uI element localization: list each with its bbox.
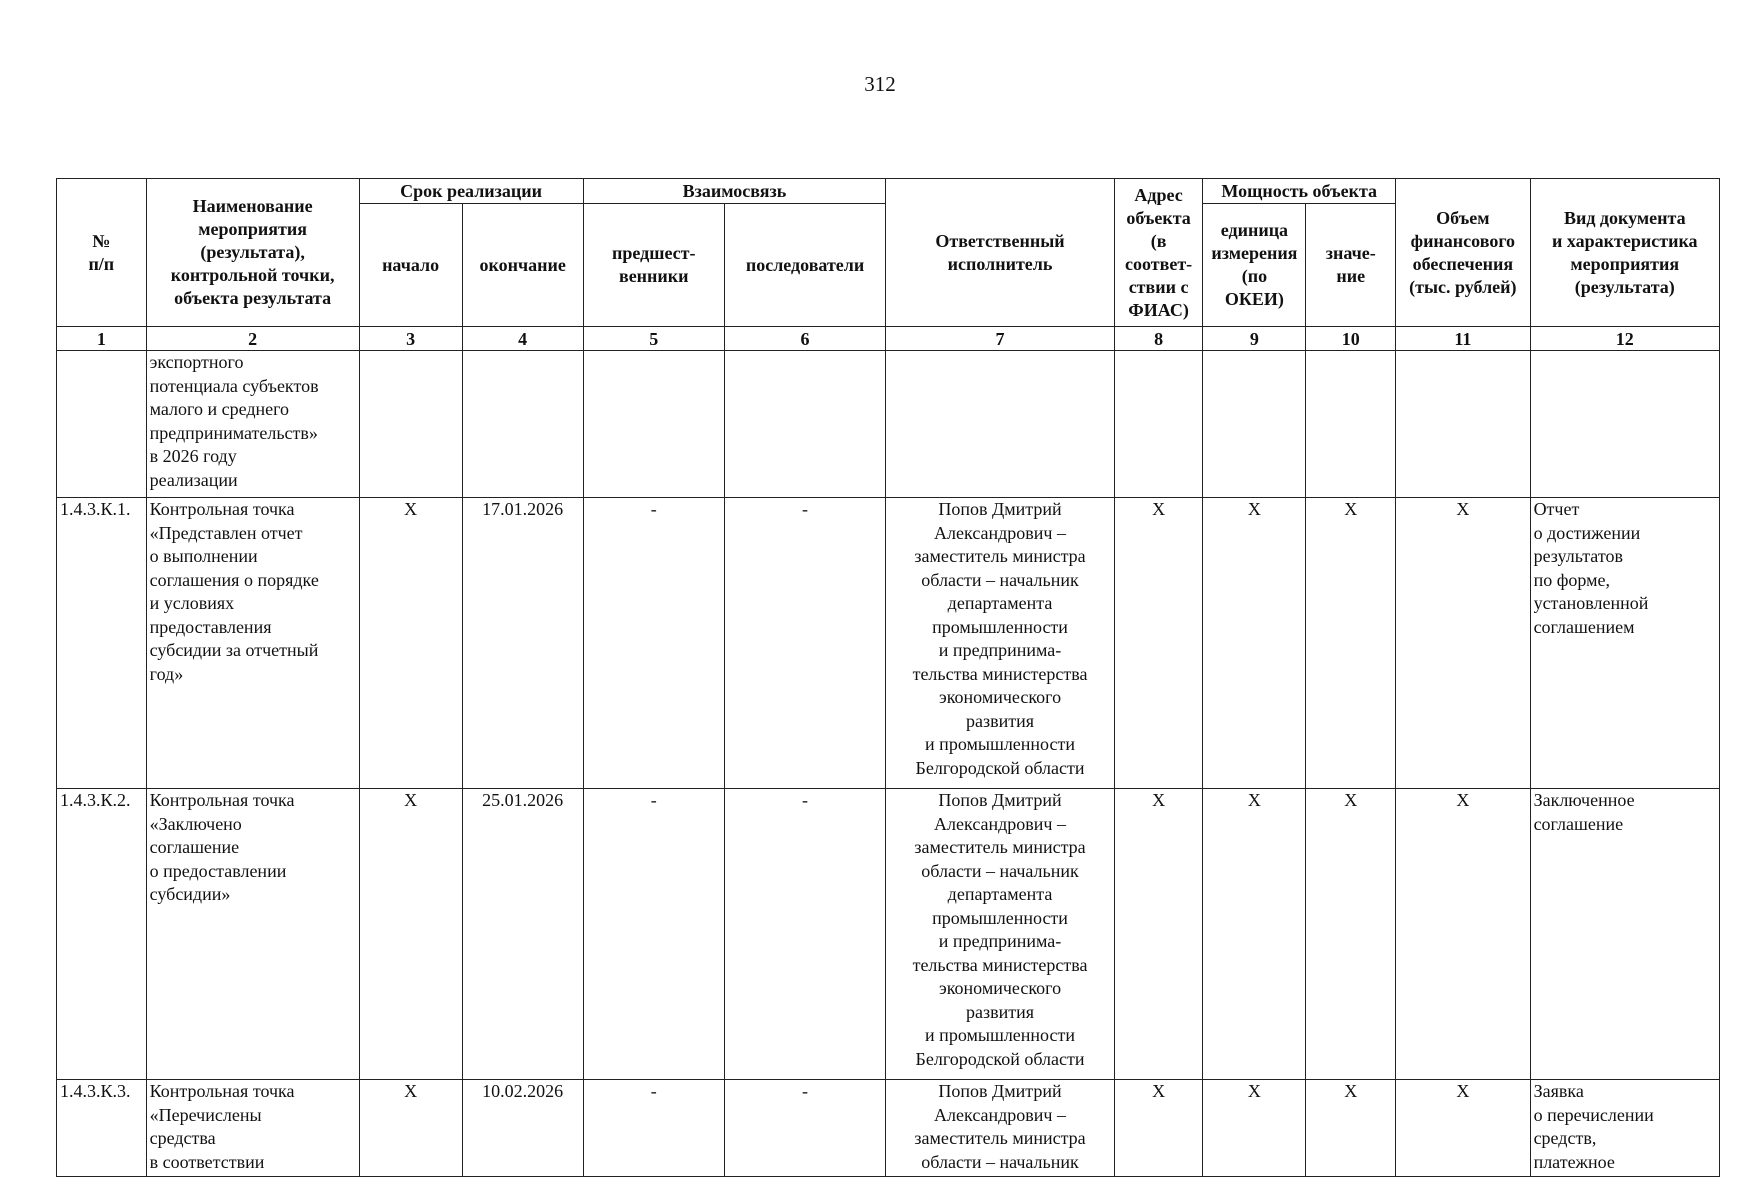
text-line: развития xyxy=(966,710,1035,731)
row-next: - xyxy=(724,789,885,1080)
text-line: о выполнении xyxy=(149,546,258,566)
text-line: департамента xyxy=(947,884,1053,904)
text-line: департамента xyxy=(947,593,1053,613)
text-line: тельства министерства xyxy=(912,954,1088,975)
table-body xyxy=(57,351,1720,1177)
text-line: Попов Дмитрий xyxy=(938,499,1062,519)
header-link-pred xyxy=(583,204,724,327)
column-number: 10 xyxy=(1306,327,1396,351)
text-line: «Перечислены xyxy=(149,1104,262,1125)
text-line: по форме, xyxy=(1533,569,1610,590)
text-line: промышленности xyxy=(932,616,1068,637)
column-number: 8 xyxy=(1114,327,1203,351)
header-name xyxy=(146,179,359,327)
text-line: ствии с xyxy=(1128,276,1189,297)
column-number: 7 xyxy=(886,327,1115,351)
text-line: потенциала субъектов xyxy=(149,375,319,396)
text-line: ОКЕИ) xyxy=(1224,289,1284,309)
column-number: 11 xyxy=(1396,327,1530,351)
text-line: заместитель министра xyxy=(914,546,1086,566)
row-address: X xyxy=(1114,498,1203,789)
text-line: и условиях xyxy=(149,593,235,613)
text-line: объекта xyxy=(1126,207,1191,228)
page-number: 312 xyxy=(864,72,896,96)
text-line: области – начальник xyxy=(921,569,1079,590)
text-line: заместитель министра xyxy=(914,837,1086,857)
text-line: (результата) xyxy=(1574,276,1675,297)
text-line: области – начальник xyxy=(921,860,1079,881)
row-number: 1.4.3.К.3. xyxy=(57,1080,147,1177)
table-header xyxy=(57,179,1720,351)
text-line: соглашение xyxy=(1533,813,1624,834)
text-line: п/п xyxy=(88,253,115,274)
text-line: «Представлен отчет xyxy=(149,522,303,543)
text-line: и характеристика xyxy=(1552,230,1698,251)
row-start: X xyxy=(359,789,462,1080)
text-line: средства xyxy=(149,1128,216,1148)
text-line: мероприятия xyxy=(198,219,307,239)
row-doc xyxy=(1530,351,1719,498)
text-line: малого и среднего xyxy=(149,399,290,419)
row-name xyxy=(146,498,359,789)
row-address: X xyxy=(1114,1080,1203,1177)
header-link-next: последователи xyxy=(724,204,885,327)
text-line: значе- xyxy=(1325,243,1376,263)
text-line: Белгородской области xyxy=(915,1048,1085,1069)
row-responsible xyxy=(886,498,1115,789)
text-line: Заявка xyxy=(1533,1081,1584,1101)
text-line: Отчет xyxy=(1533,499,1580,519)
text-line: Александрович – xyxy=(934,813,1066,834)
text-line: мероприятия xyxy=(1570,253,1680,274)
row-pred: - xyxy=(583,1080,724,1177)
row-name xyxy=(146,1080,359,1177)
text-line: единица xyxy=(1220,220,1289,240)
row-start: X xyxy=(359,1080,462,1177)
row-start: X xyxy=(359,498,462,789)
text-line: предоставления xyxy=(149,616,272,637)
column-number: 1 xyxy=(57,327,147,351)
text-line: обеспечения xyxy=(1412,253,1514,274)
text-line: промышленности xyxy=(932,907,1068,928)
row-end xyxy=(462,351,583,498)
column-number: 4 xyxy=(462,327,583,351)
header-link: Взаимосвязь xyxy=(583,179,886,204)
text-line: год» xyxy=(149,663,184,684)
row-finance: X xyxy=(1396,498,1530,789)
row-end: 10.02.2026 xyxy=(462,1080,583,1177)
text-line: тельства министерства xyxy=(912,663,1088,684)
text-line: результатов xyxy=(1533,546,1623,566)
row-finance xyxy=(1396,351,1530,498)
text-line: Александрович – xyxy=(934,1104,1066,1125)
column-number: 3 xyxy=(359,327,462,351)
text-line: ние xyxy=(1336,266,1366,286)
text-line: Контрольная точка xyxy=(149,499,295,519)
table-row xyxy=(57,498,1720,789)
text-line: соглашения о порядке xyxy=(149,569,319,590)
text-line: Ответственный xyxy=(935,230,1065,251)
row-responsible xyxy=(886,351,1115,498)
row-end: 17.01.2026 xyxy=(462,498,583,789)
header-capacity: Мощность объекта xyxy=(1203,179,1396,204)
row-unit: X xyxy=(1203,789,1306,1080)
text-line: реализации xyxy=(149,469,238,490)
column-number: 2 xyxy=(146,327,359,351)
text-line: субсидии за отчетный xyxy=(149,640,319,660)
text-line: Попов Дмитрий xyxy=(938,790,1062,810)
column-number: 9 xyxy=(1203,327,1306,351)
text-line: Заключенное xyxy=(1533,790,1635,810)
header-capacity-value xyxy=(1306,204,1396,327)
text-line: контрольной точки, xyxy=(170,265,335,285)
row-finance: X xyxy=(1396,1080,1530,1177)
header-address xyxy=(1114,179,1203,327)
header-period-start: начало xyxy=(359,204,462,327)
header-responsible xyxy=(886,179,1115,327)
text-line: установленной xyxy=(1533,593,1649,613)
header-finance xyxy=(1396,179,1530,327)
header-num xyxy=(57,179,147,327)
text-line: Адрес xyxy=(1134,184,1183,205)
text-line: (в xyxy=(1150,230,1167,251)
row-unit: X xyxy=(1203,1080,1306,1177)
text-line: Белгородской области xyxy=(915,757,1085,778)
header-doc xyxy=(1530,179,1719,327)
row-value: X xyxy=(1306,498,1396,789)
row-next xyxy=(724,351,885,498)
text-line: платежное xyxy=(1533,1151,1615,1172)
row-unit xyxy=(1203,351,1306,498)
text-line: о предоставлении xyxy=(149,860,287,881)
text-line: «Заключено xyxy=(149,813,242,834)
text-line: экономического xyxy=(938,687,1062,707)
column-number: 6 xyxy=(724,327,885,351)
text-line: Вид документа xyxy=(1563,207,1686,228)
text-line: предпринимательств» xyxy=(149,422,318,443)
header-capacity-unit xyxy=(1203,204,1306,327)
text-line: и промышленности xyxy=(925,1025,1075,1045)
row-next: - xyxy=(724,498,885,789)
text-line: экспортного xyxy=(149,352,244,372)
text-line: соглашением xyxy=(1533,616,1635,637)
text-line: Контрольная точка xyxy=(149,1081,295,1101)
row-unit: X xyxy=(1203,498,1306,789)
text-line: соглашение xyxy=(149,837,240,857)
table-row xyxy=(57,789,1720,1080)
row-value: X xyxy=(1306,789,1396,1080)
row-name xyxy=(146,351,359,498)
text-line: области – начальник xyxy=(921,1151,1079,1172)
row-start xyxy=(359,351,462,498)
text-line: предшест- xyxy=(612,243,696,263)
row-next: - xyxy=(724,1080,885,1177)
text-line: экономического xyxy=(938,978,1062,998)
text-line: субсидии» xyxy=(149,884,231,904)
text-line: о перечислении xyxy=(1533,1104,1654,1125)
row-pred xyxy=(583,351,724,498)
text-line: (результата), xyxy=(200,242,305,262)
text-line: средств, xyxy=(1533,1128,1597,1148)
row-finance: X xyxy=(1396,789,1530,1080)
table-row xyxy=(57,1080,1720,1177)
text-line: № xyxy=(92,230,111,251)
text-line: Объем xyxy=(1436,207,1490,228)
text-line: измерения xyxy=(1211,243,1298,263)
column-number: 5 xyxy=(583,327,724,351)
row-address: X xyxy=(1114,789,1203,1080)
row-address xyxy=(1114,351,1203,498)
column-number: 12 xyxy=(1530,327,1719,351)
text-line: (по xyxy=(1241,266,1268,286)
row-value xyxy=(1306,351,1396,498)
text-line: объекта результата xyxy=(174,288,332,308)
text-line: заместитель министра xyxy=(914,1128,1086,1148)
row-number: 1.4.3.К.1. xyxy=(57,498,147,789)
row-number: 1.4.3.К.2. xyxy=(57,789,147,1080)
text-line: Наименование xyxy=(192,196,313,216)
row-responsible xyxy=(886,1080,1115,1177)
row-value: X xyxy=(1306,1080,1396,1177)
row-name xyxy=(146,789,359,1080)
row-pred: - xyxy=(583,498,724,789)
text-line: и промышленности xyxy=(925,734,1075,754)
text-line: Контрольная точка xyxy=(149,790,295,810)
table-row xyxy=(57,351,1720,498)
text-line: Попов Дмитрий xyxy=(938,1081,1062,1101)
row-pred: - xyxy=(583,789,724,1080)
row-doc xyxy=(1530,498,1719,789)
text-line: о достижении xyxy=(1533,522,1641,543)
row-end: 25.01.2026 xyxy=(462,789,583,1080)
text-line: Александрович – xyxy=(934,522,1066,543)
text-line: в 2026 году xyxy=(149,446,237,466)
plan-table xyxy=(56,178,1720,1177)
text-line: в соответствии xyxy=(149,1151,265,1172)
text-line: (тыс. рублей) xyxy=(1409,276,1517,297)
text-line: финансового xyxy=(1410,230,1516,251)
header-period: Срок реализации xyxy=(359,179,583,204)
header-period-end: окончание xyxy=(462,204,583,327)
text-line: ФИАС) xyxy=(1128,299,1189,320)
text-line: и предпринима- xyxy=(938,931,1062,951)
row-doc xyxy=(1530,1080,1719,1177)
row-number xyxy=(57,351,147,498)
row-doc xyxy=(1530,789,1719,1080)
text-line: исполнитель xyxy=(947,253,1053,274)
text-line: соответ- xyxy=(1125,253,1193,274)
text-line: развития xyxy=(966,1001,1035,1022)
text-line: и предпринима- xyxy=(938,640,1062,660)
row-responsible xyxy=(886,789,1115,1080)
text-line: венники xyxy=(618,266,689,286)
